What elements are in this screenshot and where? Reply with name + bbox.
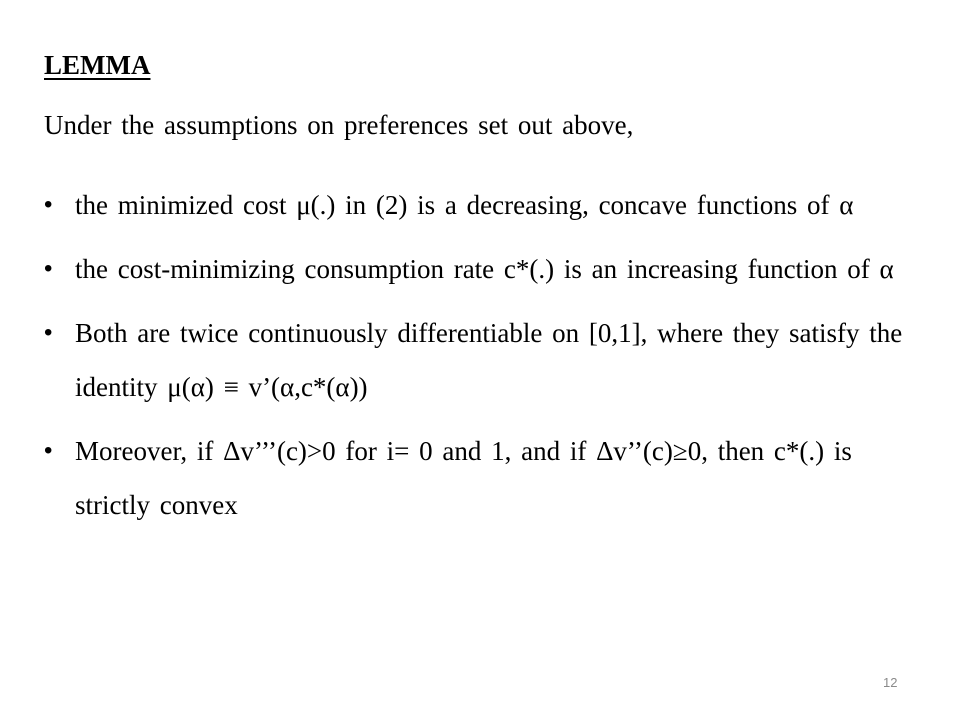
bullet-text: the minimized cost μ(.) in (2) is a decreasing, concave functions of α	[75, 190, 854, 220]
bullet-item	[44, 178, 924, 232]
bullet-list	[44, 178, 924, 542]
bullet-text: Both are twice continuously differentiable on [0,1], where they satisfy the identity μ(α) ≡ v’(α,c*(α))	[75, 318, 903, 402]
bullet-point-icon: •	[44, 319, 53, 346]
bullet-point-icon: •	[44, 191, 53, 218]
bullet-point-icon: •	[44, 437, 53, 464]
page-number: 12	[883, 675, 898, 690]
bullet-text: the cost-minimizing consumption rate c*(.) is an increasing function of α	[75, 254, 894, 284]
bullet-item	[44, 424, 924, 532]
bullet-item	[44, 306, 924, 414]
bullet-item	[44, 242, 924, 296]
lemma-title: LEMMA	[44, 50, 151, 80]
bullet-point-icon: •	[44, 255, 53, 282]
bullet-text: Moreover, if Δv’’’(c)>0 for i= 0 and 1, and if Δv’’(c)≥0, then c*(.) is strictly convex	[75, 436, 852, 520]
intro-text: Under the assumptions on preferences set out above,	[44, 110, 634, 140]
